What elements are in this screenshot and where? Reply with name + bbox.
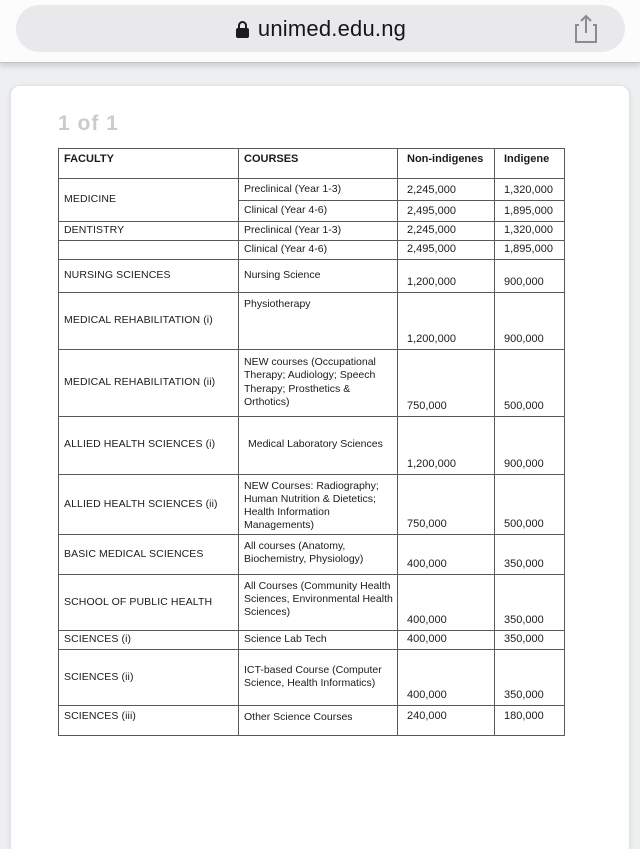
faculty-cell: MEDICAL REHABILITATION (ii) bbox=[59, 349, 239, 416]
indigene-fee: 500,000 bbox=[495, 474, 565, 535]
indigene-fee: 900,000 bbox=[495, 292, 565, 349]
non-indigenes-fee: 2,245,000 bbox=[398, 179, 495, 201]
table-row bbox=[59, 575, 565, 631]
page-indicator: 1 of 1 bbox=[58, 112, 119, 135]
faculty-cell: SCIENCES (iii) bbox=[59, 705, 239, 735]
table-row bbox=[59, 535, 565, 575]
faculty-cell: SCIENCES (ii) bbox=[59, 649, 239, 705]
indigene-fee: 1,895,000 bbox=[495, 201, 565, 222]
course-cell: Preclinical (Year 1-3) bbox=[239, 179, 398, 201]
fees-table bbox=[58, 148, 565, 736]
course-cell: Preclinical (Year 1-3) bbox=[239, 222, 398, 241]
indigene-fee: 350,000 bbox=[495, 575, 565, 631]
non-indigenes-fee: 2,495,000 bbox=[398, 201, 495, 222]
indigene-fee: 900,000 bbox=[495, 416, 565, 474]
faculty-cell: BASIC MEDICAL SCIENCES bbox=[59, 535, 239, 575]
course-cell: ICT-based Course (Computer Science, Health Informatics) bbox=[239, 649, 398, 705]
non-indigenes-fee: 240,000 bbox=[398, 705, 495, 735]
course-cell: All courses (Anatomy, Biochemistry, Physiology) bbox=[239, 535, 398, 575]
table-row bbox=[59, 649, 565, 705]
course-cell: Physiotherapy bbox=[239, 292, 398, 349]
faculty-cell: MEDICINE bbox=[59, 179, 239, 222]
non-indigenes-fee: 400,000 bbox=[398, 649, 495, 705]
course-cell: NEW Courses: Radiography; Human Nutrition & Dietetics; Health Information Managements) bbox=[239, 474, 398, 535]
course-cell: Other Science Courses bbox=[239, 705, 398, 735]
address-bar[interactable] bbox=[16, 5, 625, 52]
non-indigenes-fee: 750,000 bbox=[398, 474, 495, 535]
table-row bbox=[59, 240, 565, 259]
non-indigenes-fee: 2,495,000 bbox=[398, 240, 495, 259]
header-indigene: Indigene bbox=[495, 149, 565, 179]
course-cell: NEW courses (Occupational Therapy; Audiology; Speech Therapy; Prosthetics & Orthotics) bbox=[239, 349, 398, 416]
faculty-cell: SCIENCES (i) bbox=[59, 631, 239, 650]
indigene-fee: 900,000 bbox=[495, 259, 565, 292]
course-cell: Science Lab Tech bbox=[239, 631, 398, 650]
non-indigenes-fee: 750,000 bbox=[398, 349, 495, 416]
page-background bbox=[0, 64, 640, 849]
faculty-cell bbox=[59, 240, 239, 259]
document-page bbox=[10, 85, 630, 849]
course-cell: Nursing Science bbox=[239, 259, 398, 292]
non-indigenes-fee: 400,000 bbox=[398, 631, 495, 650]
header-courses: COURSES bbox=[239, 149, 398, 179]
share-button[interactable] bbox=[571, 12, 601, 46]
lock-icon bbox=[235, 20, 250, 39]
table-row bbox=[59, 292, 565, 349]
table-row bbox=[59, 416, 565, 474]
table-row bbox=[59, 349, 565, 416]
non-indigenes-fee: 1,200,000 bbox=[398, 259, 495, 292]
course-cell: Medical Laboratory Sciences bbox=[239, 416, 398, 474]
table-header-row bbox=[59, 149, 565, 179]
indigene-fee: 1,320,000 bbox=[495, 222, 565, 241]
faculty-cell: MEDICAL REHABILITATION (i) bbox=[59, 292, 239, 349]
course-cell: All Courses (Community Health Sciences, Environmental Health Sciences) bbox=[239, 575, 398, 631]
indigene-fee: 1,320,000 bbox=[495, 179, 565, 201]
indigene-fee: 350,000 bbox=[495, 631, 565, 650]
table-row bbox=[59, 222, 565, 241]
non-indigenes-fee: 1,200,000 bbox=[398, 416, 495, 474]
non-indigenes-fee: 2,245,000 bbox=[398, 222, 495, 241]
table-row bbox=[59, 179, 565, 201]
indigene-fee: 350,000 bbox=[495, 535, 565, 575]
browser-toolbar bbox=[0, 0, 640, 63]
indigene-fee: 180,000 bbox=[495, 705, 565, 735]
faculty-cell: ALLIED HEALTH SCIENCES (i) bbox=[59, 416, 239, 474]
table-row bbox=[59, 705, 565, 735]
faculty-cell: DENTISTRY bbox=[59, 222, 239, 241]
table-row bbox=[59, 259, 565, 292]
faculty-cell: SCHOOL OF PUBLIC HEALTH bbox=[59, 575, 239, 631]
non-indigenes-fee: 1,200,000 bbox=[398, 292, 495, 349]
course-cell: Clinical (Year 4-6) bbox=[239, 240, 398, 259]
header-non-indigenes: Non-indigenes bbox=[398, 149, 495, 179]
non-indigenes-fee: 400,000 bbox=[398, 575, 495, 631]
non-indigenes-fee: 400,000 bbox=[398, 535, 495, 575]
url-text: unimed.edu.ng bbox=[257, 15, 407, 41]
faculty-cell: ALLIED HEALTH SCIENCES (ii) bbox=[59, 474, 239, 535]
faculty-cell: NURSING SCIENCES bbox=[59, 259, 239, 292]
indigene-fee: 500,000 bbox=[495, 349, 565, 416]
header-faculty: FACULTY bbox=[59, 149, 239, 179]
course-cell: Clinical (Year 4-6) bbox=[239, 201, 398, 222]
table-row bbox=[59, 631, 565, 650]
indigene-fee: 350,000 bbox=[495, 649, 565, 705]
indigene-fee: 1,895,000 bbox=[495, 240, 565, 259]
table-row bbox=[59, 474, 565, 535]
